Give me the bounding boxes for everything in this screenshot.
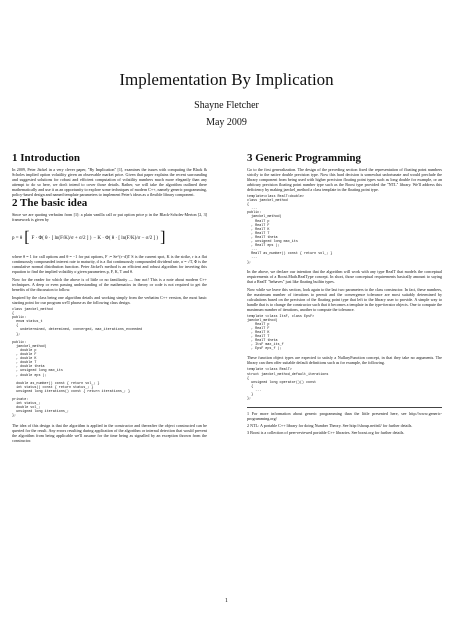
equation-lhs: p = θ <box>12 235 23 241</box>
section-heading-introduction: 1 Introduction <box>12 152 80 164</box>
generic-paragraph-1: Go to the first generalization. The design of the preceding section fixed the representation of floating point numbers strictly to the native double precision type. Now this hard decision is somewhat unfortunate and would preclude the library component from being used with higher precision floating point types such as long double for example, or an arbitrary precision floating point number type such as the Boost type provided the "NTL" library. We'll address this deficiency by making jaeckel_method a class template in the floating point type. <box>247 167 442 192</box>
code-class-basic: class jaeckel_method { public: enum status_t { undetermined, determined, converged, max_iterations_exceeded }; public: jaeckel_method( double p , double F , double K , double T , double theta , unsigned long max_its , double eps ); double as_number() const { return vol_; } int status() const { return status_; } unsigned long iterations() const { return iterations_; } private: int status_; double vol_; unsigned long iterations_; }; <box>12 308 143 419</box>
basic-paragraph-3: Now for the reader for which the above is of little or no familiarity — fear not! This is a note about modern C++ techniques. A deep or even passing understanding of the mathematics in theory or code is not required to get the benefits of the discussion to follow. <box>12 277 207 292</box>
generic-paragraph-2: In the above, we declare our intention that the algorithm will work with any type RealT that models the conceptual requirements of a Boost.Math.RealType concept. In short, those conceptual requirements basically amount to saying that a RealT "behaves" just like floating builtin types. <box>247 268 442 284</box>
equation-open-bracket: [ <box>24 229 30 246</box>
black-scholes-equation <box>12 230 207 246</box>
footnotes <box>247 407 442 435</box>
intro-paragraph: In 2009, Peter Jäckel in a very clever paper, "By Implication" [1], examines the issues with computing the Black & Scholes implied option volatility given an observable market price. Given that paper explains the recent surrounding and suggested solutions for robust and efficient computation of volatility numbers much more elegantly than any attempt to do so here, we don't intend to cover those details. Rather, we will take the algorithm outlined there mathematically and use it as an opportunity to explore some techniques of modern C++, namely generic programming, policy-based design and named template parameters to implement Peter's ideas as a flexible library component. <box>12 167 207 197</box>
date: May 2009 <box>206 117 247 128</box>
equation-term-1: F · Φ( θ · [ ln(F/K)/σ + σ/2 ] ) <box>31 235 92 241</box>
title-block <box>0 70 453 134</box>
footnote-1: 1 For more information about generic programming than the little presented here, see http://www.generic-programming.org/ <box>247 411 442 422</box>
section-heading-generic-programming: 3 Generic Programming <box>247 152 362 164</box>
page-number: 1 <box>225 598 228 604</box>
basic-paragraph-1: Since we are quoting verbatim from [1]: a plain vanilla call or put option price p in the Black-Scholes-Merton [2, 3] framework is given by <box>12 212 207 222</box>
author: Shayne Fletcher <box>194 100 259 111</box>
generic-paragraph-4: These function object types are expected to satisfy a NullaryFunction concept, in that they take no arguments. The library can then offer suitable default definitions such as for example, the following. <box>247 355 442 366</box>
section-heading-basic-idea: 2 The basic idea <box>12 197 88 209</box>
footnote-2: 2 NTL: A portable C++ library for doing Number Theory. See http://shoup.net/ntl/ for further details. <box>247 423 413 429</box>
paper-title: Implementation By Implication <box>119 70 334 89</box>
code-class-template: template<class RealT=double> class jaeckel_method { ... public: jaeckel_method( RealT p , RealT F , RealT K , RealT T , RealT theta , unsigned long max_its , RealT eps ); ... RealT as_number() const { return vol_; } ... }; <box>247 195 333 265</box>
basic-paragraph-2: where θ = 1 for call options and θ = −1 for put options, F := Se^(r−d)T S is the current spot, K is the strike, r is a flat continuously compounded interest rate to maturity, d is a flat continuously compounded dividend rate, σ = √T, Φ is the cumulative normal distribution function. Peter Jäckel's method is an efficient and robust algorithm for inverting this equation to find the implied volatility σ given parameters p, F, K, T and θ. <box>12 254 207 274</box>
left-column <box>12 152 207 446</box>
equation-close-bracket: ] <box>160 229 166 246</box>
basic-paragraph-4: Inspired by the class being one algorithm details and working simply from the verbatim C++ version, the most basic starting point for our program we'll phrase as the following class design. <box>12 295 207 305</box>
generic-paragraph-3: Now while we leave this section, look again to the last two parameters to the class constructor. In fact, these numbers, the maximum number of iterations to permit and the convergence tolerance are most suitably determined by calculations based on the precision of the floating point type that left to the library user to provide. A simple way to handle that is to change the constructor such that it becomes a template in the type-iterator objects. One to compute the maximum number of iterations, another to compute the tolerance. <box>247 286 442 312</box>
right-column <box>247 152 442 437</box>
after-code-paragraph: The idea of this design is that the algorithm is applied in the constructor and thereafter the object constructed can be queried for the result. Any errors resulting during application of the algorithm or internal detection that would prevent the algorithm from being applicable we'll assume for the time being as signalled by an exception thrown from the constructor. <box>12 422 207 443</box>
code-default-iterations: template <class RealT> struct jaeckel_method_default_iterations { unsigned long operator()() const { ... } }; <box>247 368 329 402</box>
footnote-3: 3 Boost is a collection of peer-reviewed portable C++ libraries. See boost.org for further details. <box>247 430 405 436</box>
equation-term-2: − K · Φ( θ · [ ln(F/K)/σ − σ/2 ] ) <box>93 235 159 241</box>
code-ctor-template: template <class ItsF, class EpsF> jaeckel_method( RealT p , RealT F , RealT K , RealT T , RealT theta , ItsF max_its_f , EpsF eps_f ); <box>247 314 315 352</box>
